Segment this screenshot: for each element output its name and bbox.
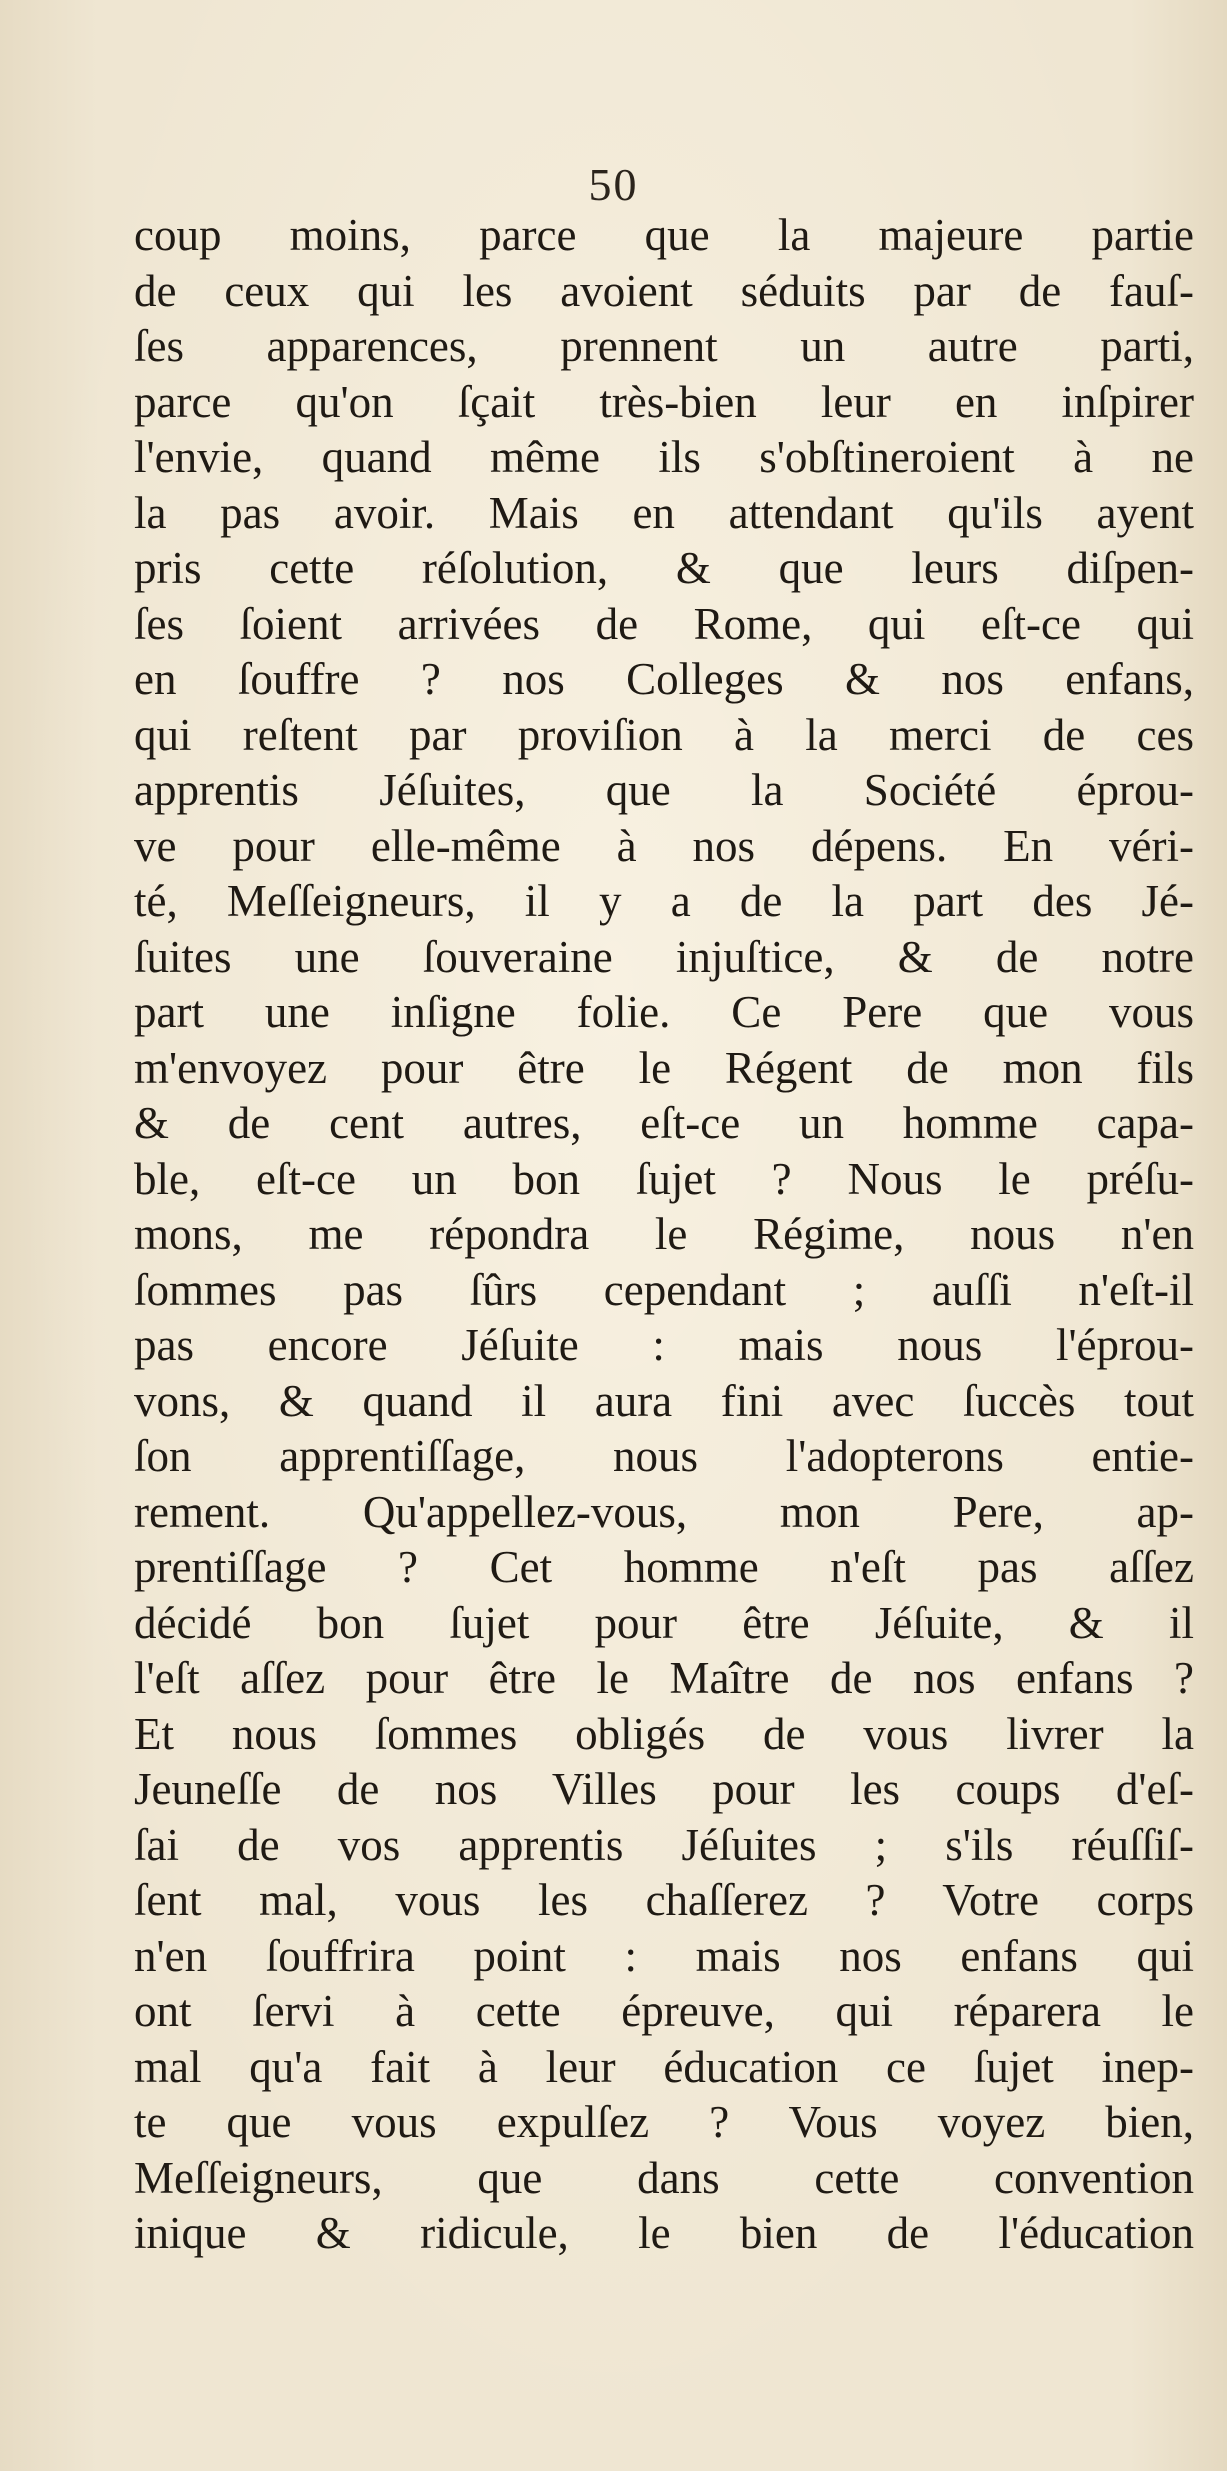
text-line: part une inſigne folie. Ce Pere que vous — [134, 987, 1194, 1037]
text-line: de ceux qui les avoient séduits par de fauſ- — [134, 265, 1194, 316]
text-line: ſent mal, vous les chaſſerez ? Votre corps — [134, 1875, 1194, 1925]
text-line: inique & ridicule, le bien de l'éducation — [134, 2208, 1194, 2258]
text-line: mal qu'a fait à leur éducation ce ſujet inep- — [134, 2041, 1194, 2092]
text-line: pris cette réſolution, & que leurs diſpen- — [134, 543, 1194, 593]
text-line: ſes apparences, prennent un autre parti, — [134, 321, 1194, 371]
text-line: ve pour elle-même à nos dépens. En véri- — [134, 820, 1194, 871]
text-line: qui reſtent par proviſion à la merci de ces — [134, 709, 1194, 760]
text-line: mons, me répondra le Régime, nous n'en — [134, 1209, 1194, 1259]
text-line: Jeuneſſe de nos Villes pour les coups d'eſ- — [134, 1764, 1194, 1814]
page-number: 50 — [588, 159, 639, 210]
text-line: ſai de vos apprentis Jéſuites ; s'ils réuſſiſ- — [134, 1819, 1194, 1870]
text-line: l'eſt aſſez pour être le Maître de nos enfans ? — [134, 1653, 1194, 1703]
text-line: ſuites une ſouveraine injuſtice, & de notre — [134, 931, 1194, 982]
text-line: en ſouffre ? nos Colleges & nos enfans, — [134, 654, 1194, 704]
text-line: coup moins, parce que la majeure partie — [134, 210, 1194, 260]
text-line: ſes ſoient arrivées de Rome, qui eſt-ce qui — [134, 598, 1194, 649]
text-line: l'envie, quand même ils s'obſtineroient à ne — [134, 432, 1194, 482]
body-text — [134, 208, 1194, 2262]
text-line: Et nous ſommes obligés de vous livrer la — [134, 1708, 1194, 1759]
text-line: vons, & quand il aura fini avec ſuccès tout — [134, 1375, 1194, 1426]
text-line: rement. Qu'appellez-vous, mon Pere, ap- — [134, 1486, 1194, 1537]
text-line: m'envoyez pour être le Régent de mon fils — [134, 1042, 1194, 1093]
text-line: te que vous expulſez ? Vous voyez bien, — [134, 2097, 1194, 2147]
text-line: parce qu'on ſçait très-bien leur en inſpirer — [134, 376, 1194, 427]
text-line: pas encore Jéſuite : mais nous l'éprou- — [134, 1320, 1194, 1370]
text-line: prentiſſage ? Cet homme n'eſt pas aſſez — [134, 1542, 1194, 1592]
text-line: n'en ſouffrira point : mais nos enfans qui — [134, 1930, 1194, 1981]
text-line: ſommes pas ſûrs cependant ; auſſi n'eſt-il — [134, 1264, 1194, 1315]
text-line: té, Meſſeigneurs, il y a de la part des Jé- — [134, 876, 1194, 926]
text-line: ont ſervi à cette épreuve, qui réparera le — [134, 1986, 1194, 2036]
text-line: la pas avoir. Mais en attendant qu'ils ayent — [134, 487, 1194, 538]
text-line: ble, eſt-ce un bon ſujet ? Nous le préſu- — [134, 1153, 1194, 1204]
text-line: Meſſeigneurs, que dans cette convention — [134, 2152, 1194, 2203]
text-line: ſon apprentiſſage, nous l'adopterons entie- — [134, 1431, 1194, 1481]
text-line: apprentis Jéſuites, que la Société éprou- — [134, 765, 1194, 815]
text-line: décidé bon ſujet pour être Jéſuite, & il — [134, 1597, 1194, 1648]
text-line: & de cent autres, eſt-ce un homme capa- — [134, 1098, 1194, 1148]
